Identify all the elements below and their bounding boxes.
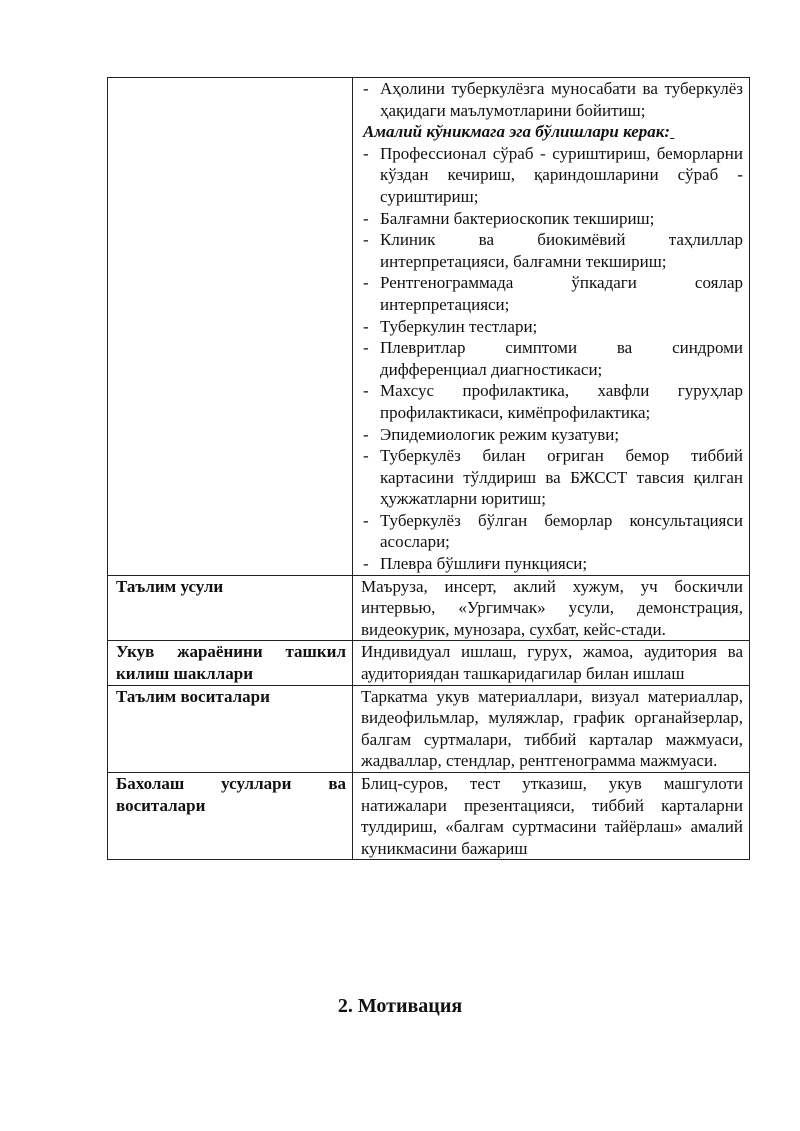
knowledge-item: - Аҳолини туберкулёзга муносабати ва туберкулёз ҳақидаги маълумотларини бойитиш; (361, 78, 743, 121)
teaching-methods-label: Таълим усули (108, 575, 353, 641)
skills-item: - Плевритлар симптоми ва синдроми дифференциал диагностикаси; (361, 337, 743, 380)
skills-item: - Рентгенограммада ўпкадаги соялар интерпретацияси; (361, 272, 743, 315)
assessment-value: Блиц-суров, тест утказиш, укув машгулоти натижалари презентацияси, тиббий карталарни тулдириш, «балгам суртмасини тайёрлаш» амалий куникмасини бажариш (353, 773, 750, 860)
section-heading: 2. Мотивация (337, 995, 463, 1017)
lesson-plan-table (107, 77, 750, 860)
teaching-aids-label: Таълим воситалари (108, 685, 353, 772)
skills-item: - Эпидемиологик режим кузатуви; (361, 424, 743, 446)
skills-item: - Балғамни бактериоскопик текшириш; (361, 208, 743, 230)
goals-cell (353, 78, 750, 576)
heading-underline-mark (670, 122, 674, 141)
skills-item: - Махсус профилактика, хавфли гуруҳлар профилактикаси, кимёпрофилактика; (361, 380, 743, 423)
teaching-methods-value: Маърузa, инсерт, aклий хужум, уч боскичли интервью, «Ургимчак» усули, демонстрация, видеокурик, мунозара, сухбат, кейс-стади. (353, 575, 750, 641)
table-row-teaching-methods (108, 575, 750, 641)
organization-forms-label: Укув жараёнини ташкил килиш шакллари (108, 641, 353, 685)
skills-heading (361, 121, 743, 143)
table-row-assessment (108, 773, 750, 860)
table-row-teaching-aids (108, 685, 750, 772)
skills-item: - Клиник ва биокимёвий таҳлиллар интерпретацияси, балғамни текшириш; (361, 229, 743, 272)
skills-item: - Профессионал сўраб - суриштириш, беморларни кўздан кечириш, қариндошларини сўраб - суриштириш; (361, 143, 743, 208)
organization-forms-value: Индивидуал ишлаш, гурух, жамоа, аудитория ва аудиториядан ташкаридагилар билан ишлаш (353, 641, 750, 685)
table-row-organization-forms (108, 641, 750, 685)
skills-list (361, 143, 743, 575)
skills-item: - Плевра бўшлиғи пункцияси; (361, 553, 743, 575)
table-row-label-empty (108, 78, 353, 576)
knowledge-list (361, 78, 743, 121)
skills-heading-text: Амалий кўникмага эга бўлишлари керак: (363, 122, 671, 142)
skills-item: - Туберкулёз бўлган беморлар консультацияси асослари; (361, 510, 743, 553)
teaching-aids-value: Таркатма укув материаллари, визуал материаллар, видеофильмлар, муляжлар, график органайзерлар, балгам суртмалари, тиббий карталар мажмуаси, жадваллар, стендлар, рентгенограмма мажмуаси. (353, 685, 750, 772)
skills-item: - Туберкулёз билан оғриган бемор тиббий картасини тўлдириш ва БЖССТ тавсия қилган ҳужжатларни юритиш; (361, 445, 743, 510)
skills-item: - Туберкулин тестлари; (361, 316, 743, 338)
assessment-label: Бахолаш усуллари ва воситалари (108, 773, 353, 860)
table-row-goals (108, 78, 750, 576)
